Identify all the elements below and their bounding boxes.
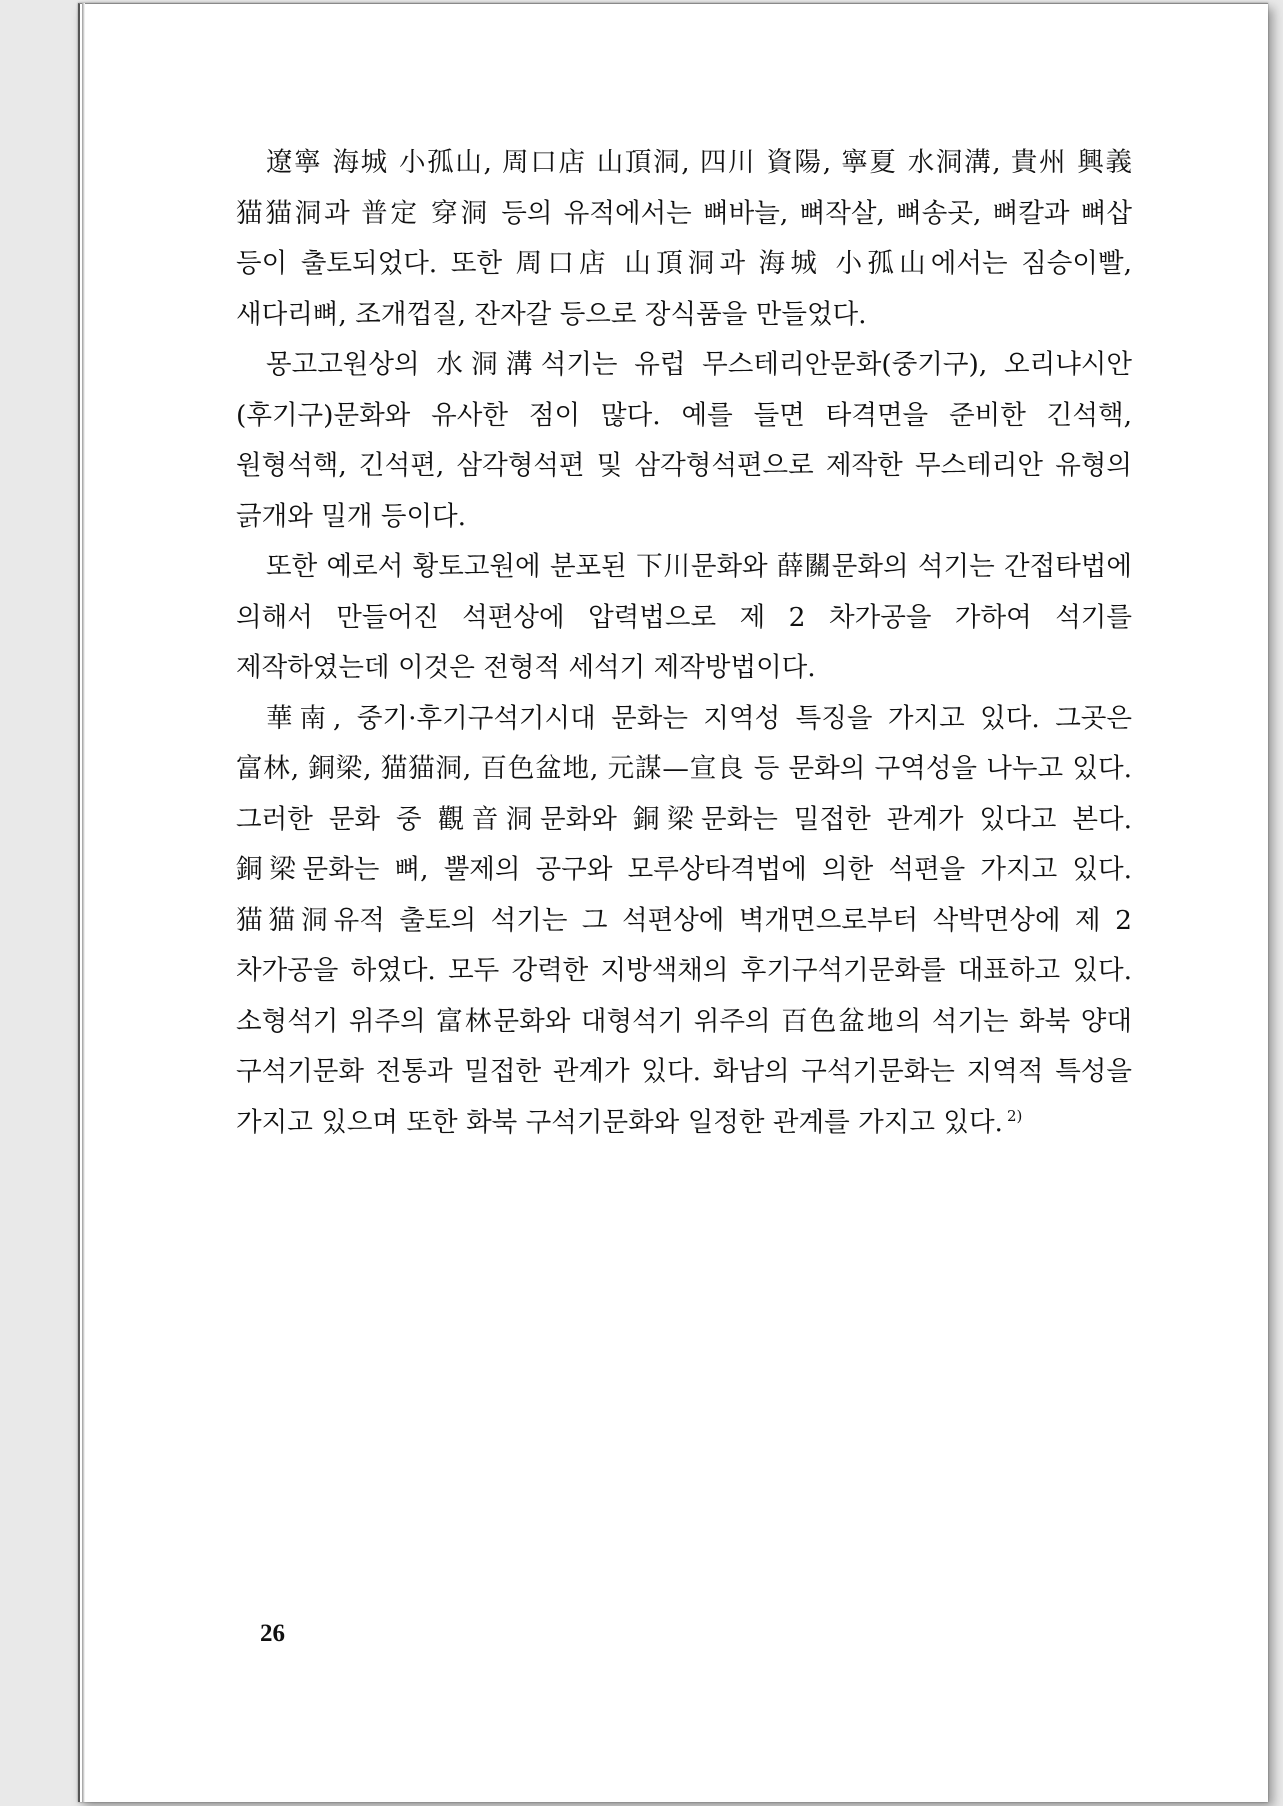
paragraph-4 — [236, 694, 1132, 1149]
body-text — [236, 138, 1132, 1148]
footnote-marker: 2) — [1007, 1106, 1023, 1125]
page-number: 26 — [260, 1620, 285, 1647]
page-binding-edge — [82, 3, 85, 1802]
paragraph-2: 몽고고원상의 水洞溝석기는 유럽 무스테리안문화(중기구), 오리냐시안(후기구)문화와 유사한 점이 많다. 예를 들면 타격면을 준비한 긴석핵, 원형석핵, 긴석편, 삼각형석편 및 삼각형석편으로 제작한 무스테리안 유형의 긁개와 밀개 등이다. — [236, 349, 1132, 532]
paragraph-3: 또한 예로서 황토고원에 분포된 下川문화와 薛關문화의 석기는 간접타법에 의해서 만들어진 석편상에 압력법으로 제 2 차가공을 가하여 석기를 제작하였는데 이것은 전형적 세석기 제작방법이다. — [236, 551, 1132, 683]
paragraph-4-text: 華南, 중기·후기구석기시대 문화는 지역성 특징을 가지고 있다. 그곳은 富林, 銅梁, 猫猫洞, 百色盆地, 元謀—宣良 등 문화의 구역성을 나누고 있다. 그러한 문화 중 觀音洞문화와 銅梁문화는 밀접한 관계가 있다고 본다. 銅梁문화는 뼈, 뿔제의 공구와 모루상타격법에 의한 석편을 가지고 있다. 猫猫洞유적 출토의 석기는 그 석편상에 벽개면으로부터 삭박면상에 제 2 차가공을 하였다. 모두 강력한 지방색채의 후기구석기문화를 대표하고 있다. 소형석기 위주의 富林문화와 대형석기 위주의 百色盆地의 석기는 화북 양대 구석기문화 전통과 밀접한 관계가 있다. 화남의 구석기문화는 지역적 특성을 가지고 있으며 또한 화북 구석기문화와 일정한 관계를 가지고 있다. — [236, 702, 1132, 1138]
paragraph-1: 遼寧 海城 小孤山, 周口店 山頂洞, 四川 資陽, 寧夏 水洞溝, 貴州 興義 猫猫洞과 普定 穿洞 등의 유적에서는 뼈바늘, 뼈작살, 뼈송곳, 뼈칼과 뼈삽 등이 출토되었다. 또한 周口店 山頂洞과 海城 小孤山에서는 짐승이빨, 새다리뼈, 조개껍질, 잔자갈 등으로 장식품을 만들었다. — [236, 147, 1132, 330]
